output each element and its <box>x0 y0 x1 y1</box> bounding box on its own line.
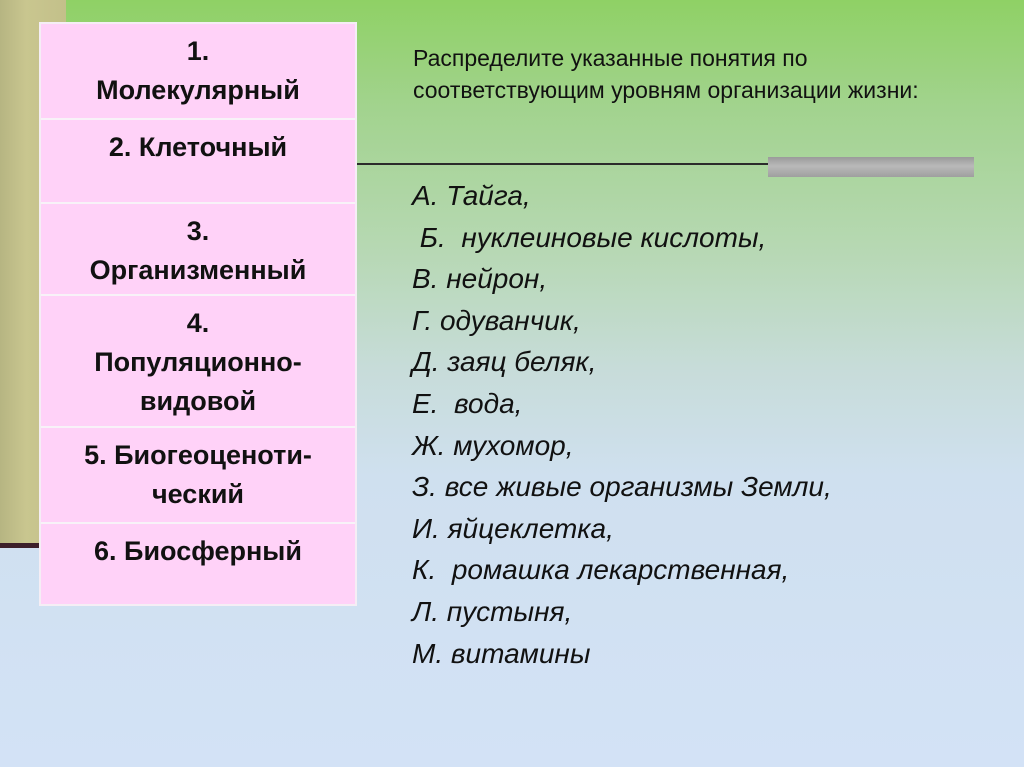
list-item: К. ромашка лекарственная, <box>412 554 790 586</box>
list-item: Д. заяц беляк, <box>412 346 597 378</box>
list-item: Ж. мухомор, <box>412 429 574 461</box>
list-item: А. Тайга, <box>412 180 531 211</box>
instruction-text: Распределите указанные понятия по соответствующим уровням организации жизни: <box>413 45 919 103</box>
level-label: 6. Биосферный <box>94 536 302 566</box>
decorative-bar <box>768 157 974 177</box>
list-item: Б. нуклеиновые кислоты, <box>412 221 767 253</box>
accent-line <box>0 543 40 548</box>
list-item: З. все живые организмы Земли, <box>412 471 832 503</box>
level-cell-organism <box>41 202 355 294</box>
level-label: 3. Организменный <box>89 216 307 285</box>
list-item: Е. вода, <box>412 387 523 419</box>
level-label: 2. Клеточный <box>108 132 288 162</box>
levels-table <box>39 22 357 606</box>
level-cell-biosphere <box>41 522 355 604</box>
level-label: 4. Популяционно- видовой <box>94 308 302 416</box>
concepts-list <box>412 175 1012 674</box>
level-label: 5. Биогеоценоти- ческий <box>84 440 312 509</box>
list-item: М. витамины <box>412 637 591 669</box>
list-item: И. яйцеклетка, <box>412 512 614 544</box>
level-label: 1. Молекулярный <box>96 36 300 105</box>
list-item: Л. пустыня, <box>412 595 573 627</box>
level-cell-molecular <box>41 24 355 118</box>
list-item: Г. одуванчик, <box>412 304 581 336</box>
level-cell-cellular <box>41 118 355 202</box>
level-cell-biogeocenotic <box>41 426 355 522</box>
list-item: В. нейрон, <box>412 263 548 295</box>
level-cell-population <box>41 294 355 426</box>
